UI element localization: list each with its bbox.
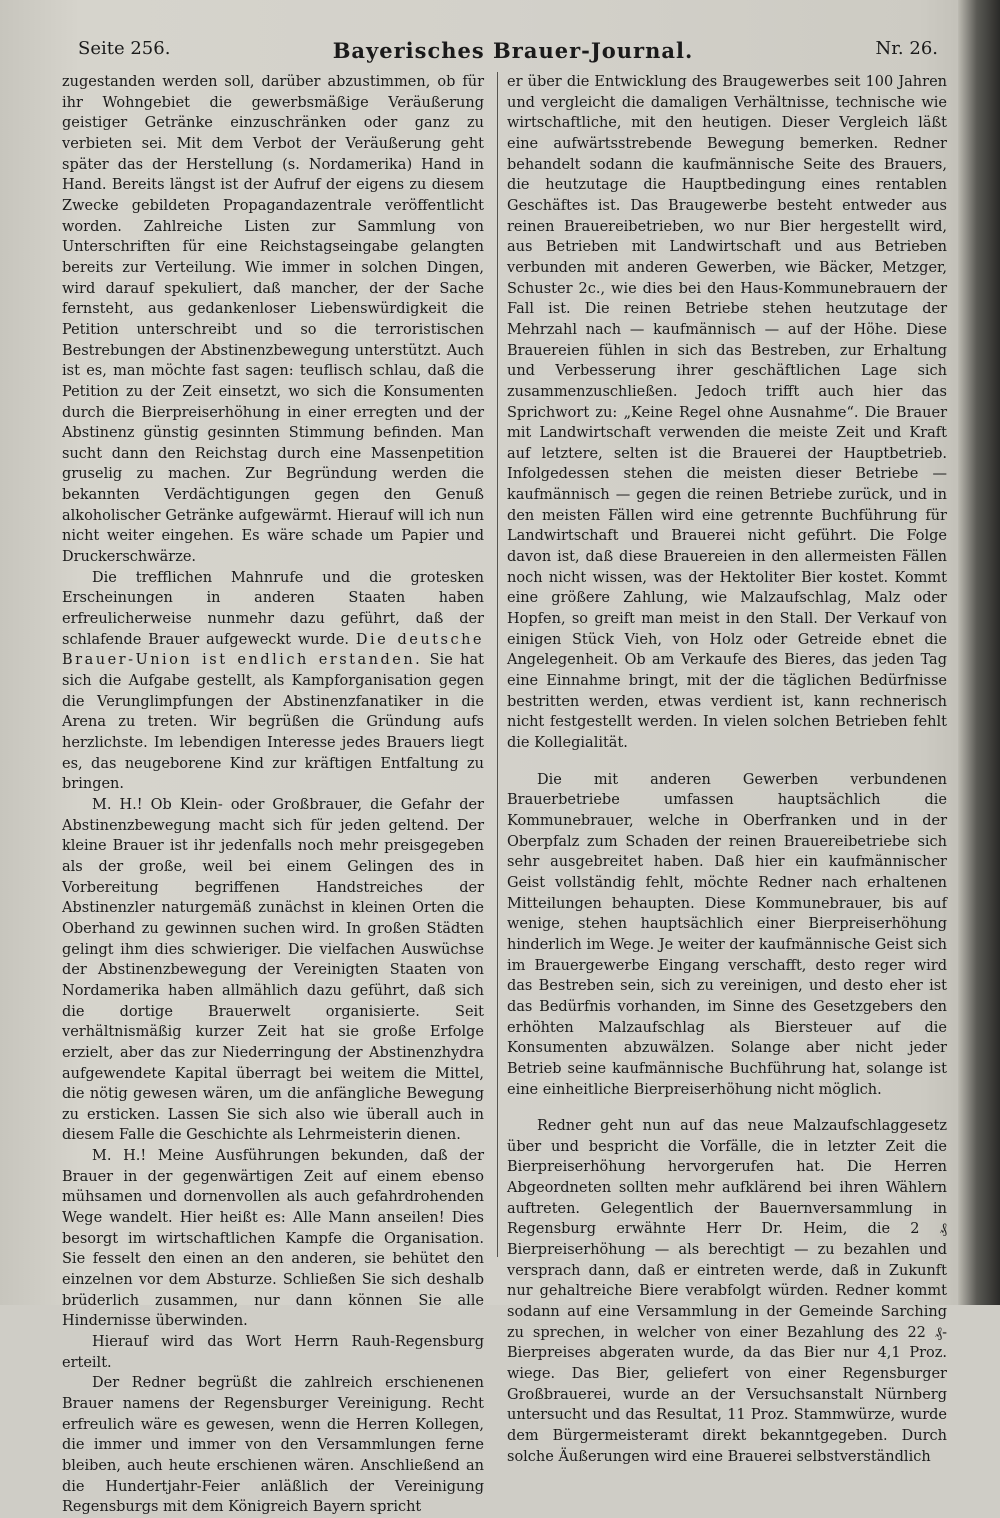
left-paragraph-1: zugestanden werden soll, darüber abzustimmen, ob für ihr Wohngebiet die gewerbsmäßige Veräußerung geistiger Getränke einzuschränken oder ganz zu verbieten sei. Mit dem Verbot der Veräußerung geht später das der Herstellung (s. Nordamerika) Hand in Hand. Bereits längst ist der Aufruf der eigens zu diesem Zwecke gebildeten Propagandazentrale veröffentlicht worden. Zahlreiche Listen zur Sammlung von Unterschriften für eine Reichstagseingabe gelangten bereits zur Verteilung. Wie immer in solchen Dingen, wird darauf spekuliert, daß mancher, der der Sache fernsteht, aus gedankenloser Liebenswürdigkeit die Petition unterschreibt und so die terroristischen Bestrebungen der Abstinenzbewegung unterstützt. Auch ist es, man möchte fast sagen: teuflisch schlau, daß die Petition zu der Zeit einsetzt, wo sich die Konsumenten durch die Bierpreiserhöhung in einer erregten und der Abstinenz günstig gesinnten Stimmung befinden. Man sucht dann den Reichstag durch eine Massenpetition gruselig zu machen. Zur Begründung werden die bekannten Verdächtigungen gegen den Genuß alkoholischer Getränke aufgewärmt. Hierauf will ich nun nicht weiter eingehen. Es wäre schade um Papier und Druckerschwärze. bbox=[62, 74, 484, 566]
left-paragraph-2-start: Die trefflichen Mahnrufe und die grotesken Erscheinungen in anderen Staaten haben erfreulicherweise nunmehr dazu geführt, daß der schlafende Brauer aufgeweckt wurde. bbox=[62, 569, 484, 648]
left-paragraph-2 bbox=[62, 568, 484, 795]
column-divider bbox=[497, 72, 498, 1257]
left-paragraph-5: Hierauf wird das Wort Herrn Rauh-Regensburg erteilt. bbox=[62, 1334, 484, 1371]
page-number: Seite 256. bbox=[78, 38, 171, 59]
brauer-union-emphasis: Die deutsche Brauer-Union ist endlich erstanden. bbox=[62, 631, 484, 669]
right-paragraph-3: Redner geht nun auf das neue Malzaufschlaggesetz über und bespricht die Vorfälle, die in letzter Zeit die Bierpreiserhöhung hervorgerufen hat. Die Herren Abgeordneten sollten mehr aufklärend bei ihren Wählern auftreten. Gelegentlich der Bauernversammlung in Regensburg erwähnte Herr Dr. Heim, die 2 ₰ Bierpreiserhöhung — als berechtigt — zu bezahlen und versprach dann, daß er eintreten werde, daß in Zukunft nur gehaltreiche Biere verabfolgt würden. Redner kommt sodann auf eine Versammlung in der Gemeinde Sarching zu sprechen, in welcher von einer Bezahlung des 22 ₰-Bierpreises abgeraten wurde, da das Bier nur 4,1 Proz. wiege. Das Bier, geliefert von einer Regensburger Großbrauerei, wurde an der Versuchsanstalt Nürnberg untersucht und das Resultat, 11 Proz. Stammwürze, wurde dem Bürgermeisteramt direkt bekanntgegeben. Durch solche Äußerungen wird eine Brauerei selbstverständlich bbox=[507, 1118, 947, 1465]
page-header bbox=[78, 38, 938, 68]
left-column bbox=[62, 72, 484, 1518]
book-spine-edge bbox=[958, 0, 1000, 1305]
journal-title: Bayerisches Brauer-Journal. bbox=[332, 38, 694, 63]
left-paragraph-2-end: Sie hat sich die Aufgabe gestellt, als Kampforganisation gegen die Verunglimpfungen der Abstinenzfanatiker in die Arena zu treten. Wir begrüßen die Gründung aufs herzlichste. Im lebendigen Interesse jedes Brauers liegt es, das neugeborene Kind zur kräftigen Entfaltung zu bringen. bbox=[62, 652, 484, 793]
left-paragraph-6: Der Redner begrüßt die zahlreich erschienenen Brauer namens der Regensburger Vereinigung. Recht erfreulich wäre es gewesen, wenn die Herren Kollegen, die immer und immer von den Versammlungen ferne bleiben, auch heute erschienen wären. Anschließend an die Hundertjahr-Feier anläßlich der Vereinigung Regensburgs mit dem Königreich Bayern spricht bbox=[62, 1375, 484, 1516]
right-paragraph-2: Die mit anderen Gewerben verbundenen Brauerbetriebe umfassen hauptsächlich die Kommunebrauer, welche in Oberfranken und in der Oberpfalz zum Schaden der reinen Brauereibetriebe sich sehr ausgebreitet haben. Daß hier ein kaufmännischer Geist vollständig fehlt, möchte Redner nach erhaltenen Mitteilungen behaupten. Diese Kommunebrauer, bis auf wenige, stehen hauptsächlich einer Bierpreiserhöhung hinderlich im Wege. Je weiter der kaufmännische Geist sich im Brauergewerbe Eingang verschafft, desto reger wird das Bestreben sein, sich zu vereinigen, und desto eher ist das Bedürfnis vorhanden, im Sinne des Gesetzgebers den erhöhten Malzaufschlag als Biersteuer auf die Konsumenten abzuwälzen. Solange aber nicht jeder Betrieb seine kaufmännische Buchführung hat, solange ist eine einheitliche Bierpreiserhöhung nicht möglich. bbox=[507, 771, 947, 1098]
right-column bbox=[507, 72, 947, 1467]
issue-number: Nr. 26. bbox=[875, 38, 938, 59]
left-paragraph-4: M. H.! Meine Ausführungen bekunden, daß der Brauer in der gegenwärtigen Zeit auf einem ebenso mühsamen und dornenvollen als auch gefahrdrohenden Wege wandelt. Hier heißt es: Alle Mann anseilen! Dies besorgt im wirtschaftlichen Kampfe die Organisation. Sie fesselt den einen an den anderen, sie behütet den einzelnen vor dem Absturze. Schließen Sie sich deshalb brüderlich zusammen, nur dann können Sie alle Hindernisse überwinden. bbox=[62, 1148, 484, 1330]
left-paragraph-3: M. H.! Ob Klein- oder Großbrauer, die Gefahr der Abstinenzbewegung macht sich für jeden geltend. Der kleine Brauer ist ihr jedenfalls noch mehr preisgegeben als der große, weil bei einem Gelingen des in Vorbereitung begriffenen Handstreiches der Abstinenzler naturgemäß zunächst in kleinen Orten die Oberhand zu gewinnen suchen wird. In großen Städten gelingt ihm dies schwieriger. Die vielfachen Auswüchse der Abstinenzbewegung der Vereinigten Staaten von Nordamerika haben allmählich dazu geführt, daß sich die dortige Brauerwelt organisierte. Seit verhältnismäßig kurzer Zeit hat sie große Erfolge erzielt, aber das zur Niederringung der Abstinenzhydra aufgewendete Kapital überragt bei weitem die Mittel, die nötig gewesen wären, um die anfängliche Bewegung zu ersticken. Lassen Sie sich also wie überall auch in diesem Falle die Geschichte als Lehrmeisterin dienen. bbox=[62, 796, 484, 1144]
paragraph-gap bbox=[507, 1100, 947, 1116]
right-paragraph-1: er über die Entwicklung des Braugewerbes seit 100 Jahren und vergleicht die damaligen Verhältnisse, technische wie wirtschaftliche, mit den heutigen. Dieser Vergleich läßt eine aufwärtsstrebende Bewegung bemerken. Redner behandelt sodann die kaufmännische Seite des Brauers, die heutzutage die Hauptbedingung eines rentablen Geschäftes ist. Das Braugewerbe besteht entweder aus reinen Brauereibetrieben, wo nur Bier hergestellt wird, aus Betrieben mit Landwirtschaft und aus Betrieben verbunden mit anderen Gewerben, wie Bäcker, Metzger, Schuster 2c., wie dies bei den Haus-Kommunebrauern der Fall ist. Die reinen Betriebe stehen heutzutage der Mehrzahl nach — kaufmännisch — auf der Höhe. Diese Brauereien fühlen in sich das Bestreben, zur Erhaltung und Verbesserung ihrer geschäftlichen Lage sich zusammenzuschließen. Jedoch trifft auch hier das Sprichwort zu: „Keine Regel ohne Ausnahme“. Die Brauer mit Landwirtschaft verwenden die meiste Zeit und Kraft auf letztere, selten ist die Brauerei der Hauptbetrieb. Infolgedessen stehen die meisten dieser Betriebe — kaufmännisch — gegen die reinen Betriebe zurück, und in den meisten Fällen wird eine getrennte Buchführung für Landwirtschaft und Brauerei nicht geführt. Die Folge davon ist, daß diese Brauereien in den allermeisten Fällen noch nicht wissen, was der Hektoliter Bier kostet. Kommt eine größere Zahlung, wie Malzaufschlag, Malz oder Hopfen, so greift man meist in den Stall. Der Verkauf von einigen Stück Vieh, von Holz oder Getreide ebnet die Angelegenheit. Ob am Verkaufe des Bieres, das jeden Tag eine Einnahme bringt, mit der die täglichen Bedürfnisse bestritten werden, etwas verdient ist, kann rechnerisch nicht festgestellt werden. In vielen solchen Betrieben fehlt die Kollegialität. bbox=[507, 74, 947, 751]
paragraph-gap bbox=[507, 754, 947, 770]
